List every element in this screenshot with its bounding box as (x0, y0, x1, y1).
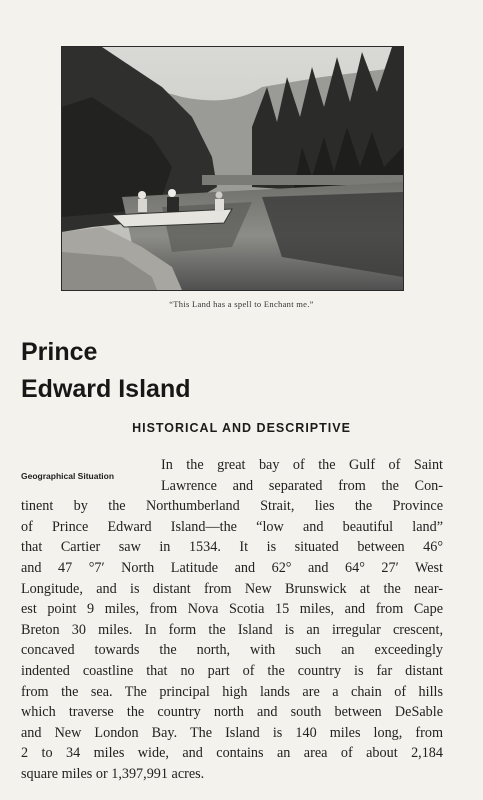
text-line: indented coastline that no part of the country is far distant (21, 662, 443, 679)
text-line: and New London Bay. The Island is 140 miles long, from (21, 724, 443, 741)
text-line: square miles or 1,397,991 acres. (21, 765, 205, 782)
text-line: In the great bay of the Gulf of Saint (161, 457, 443, 473)
title-line-2: Edward Island (21, 375, 191, 403)
text-line: and 47 °7′ North Latitude and 62° and 64° 27′ West (21, 559, 443, 576)
text-line: tinent by the Northumberland Strait, lies the Province (21, 498, 443, 515)
title-line-1: Prince (21, 338, 98, 366)
text-line: concaved towards the north, with such an exceedingly (21, 642, 443, 659)
landscape-photo (61, 46, 404, 291)
body-paragraph (21, 455, 443, 785)
text-line: which traverse the country north and south between DeSable (21, 704, 443, 721)
section-subtitle: HISTORICAL AND DESCRIPTIVE (132, 421, 351, 435)
margin-heading: Geographical Situation (21, 471, 115, 481)
text-line: Breton 30 miles. In form the Island is an irregular crescent, (21, 621, 443, 638)
text-line: that Cartier saw in 1534. It is situated between 46° (21, 539, 443, 556)
page-title (21, 334, 190, 408)
text-line: est point 9 miles, from Nova Scotia 15 miles, and from Cape (21, 601, 443, 618)
text-line: of Prince Edward Island—the “low and beautiful land” (21, 518, 443, 535)
text-line: Longitude, and is distant from New Brunswick at the near- (21, 580, 443, 597)
text-line: 2 to 34 miles wide, and contains an area of about 2,184 (21, 745, 443, 762)
boat-on-river-illustration (62, 47, 403, 290)
text-line: from the sea. The principal high lands are a chain of hills (21, 683, 443, 700)
text-line: Lawrence and separated from the Con- (161, 477, 443, 494)
photo-caption: “This Land has a spell to Enchant me.” (169, 299, 314, 309)
